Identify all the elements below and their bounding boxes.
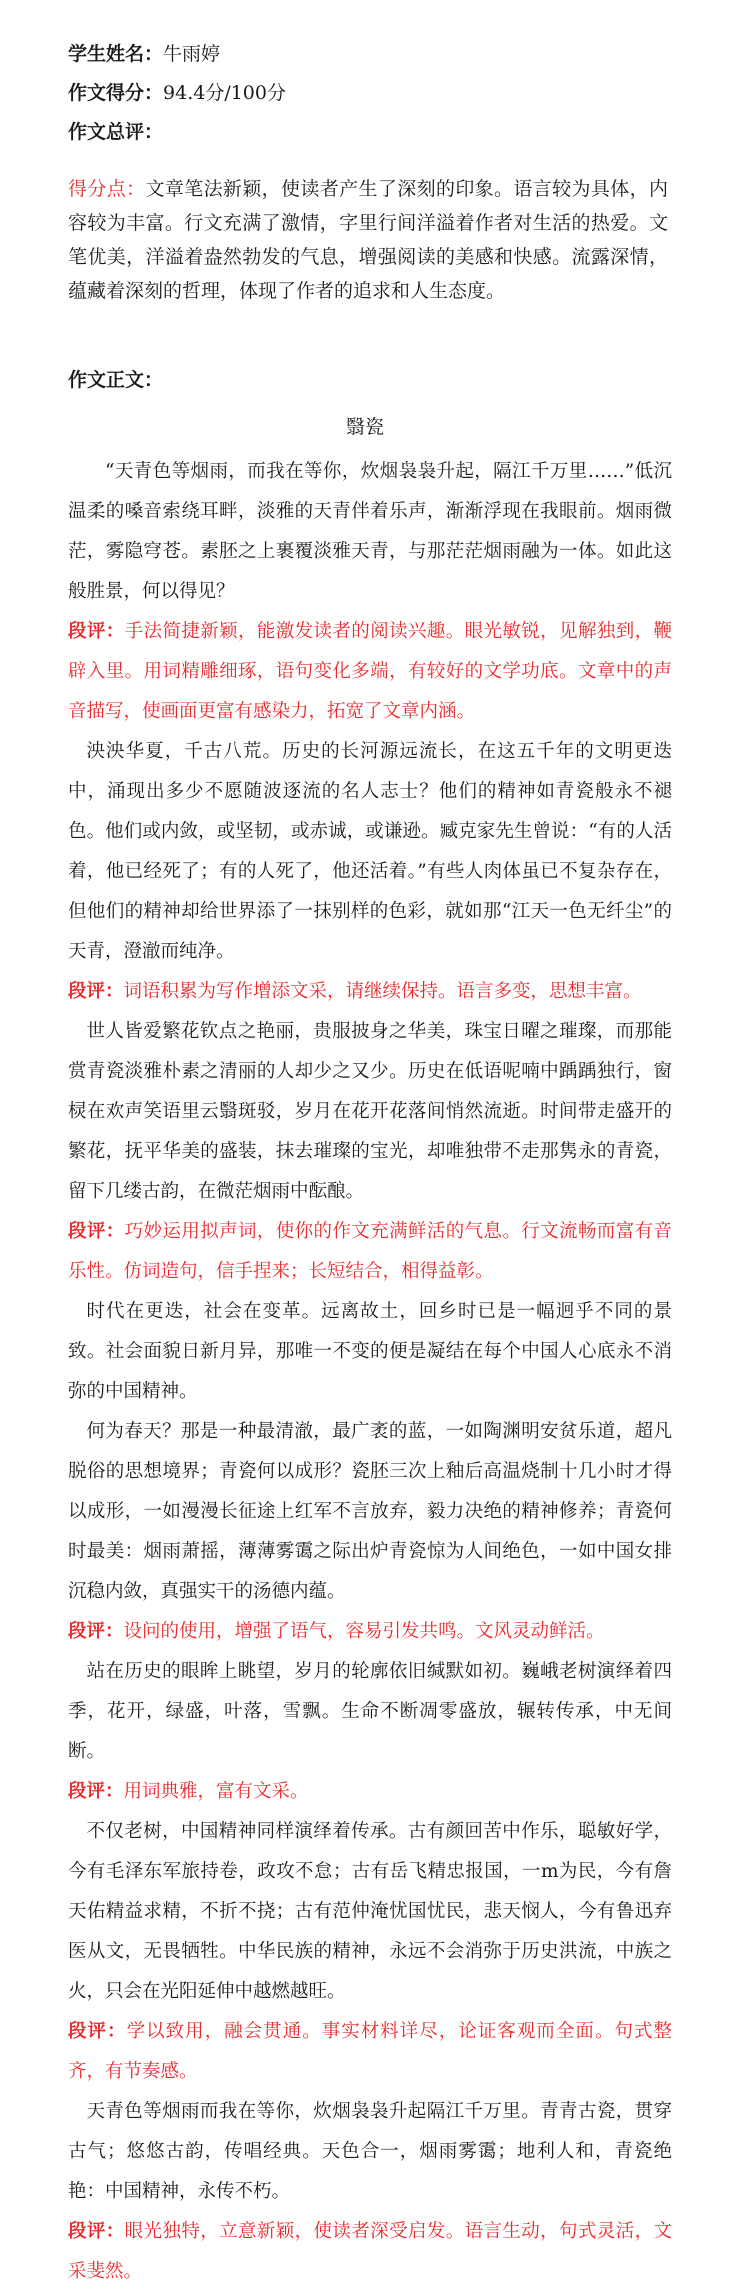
overall-review-text: [68, 172, 668, 308]
essay-paragraph-6: 站在历史的眼眸上眺望，岁月的轮廓依旧缄默如初。巍峨老树演绎着四季，花开，绿盛，叶落，雪飘。生命不断凋零盛放，辗转传承，中无间断。: [68, 1661, 672, 1762]
paragraph-comment-text: 学以致用，融会贯通。事实材料详尽，论证客观而全面。句式整齐，有节奏感。: [68, 2021, 672, 2082]
paragraph-comment-label: 段评：: [68, 1221, 125, 1242]
student-name-value: 牛雨婷: [163, 43, 221, 65]
paragraph-comment-5: [68, 1612, 672, 1652]
scoring-points-text: 文章笔法新颖，使读者产生了深刻的印象。语言较为具体，内容较为丰富。行文充满了激情，字里行间洋溢着作者对生活的热爱。文笔优美，洋溢着盎然勃发的气息，增强阅读的美感和快感。流露深情，蕴藏着深刻的哲理，体现了作者的追求和人生态度。: [68, 178, 668, 302]
paragraph-comment-1: [68, 612, 672, 732]
essay-paragraph-4: 时代在更迭，社会在变革。远离故土，回乡时已是一幅迥乎不同的景致。社会面貌日新月异，那唯一不变的便是凝结在每个中国人心底永不消弥的中国精神。: [68, 1301, 672, 1402]
student-name-label: 学生姓名：: [68, 43, 164, 65]
paragraph-comment-7: [68, 2012, 672, 2092]
essay-body: [68, 452, 672, 2292]
essay-paragraph-1: “天青色等烟雨，而我在等你，炊烟袅袅升起，隔江千万里……”低沉温柔的嗓音索绕耳畔，淡雅的天青伴着乐声，渐渐浮现在我眼前。烟雨微茫，雾隐穹苍。素胚之上裹覆淡雅天青，与那茫茫烟雨融为一体。如此这般胜景，何以得见？: [68, 461, 672, 602]
essay-body-label: 作文正文：: [68, 369, 164, 391]
paragraph-comment-3: [68, 1212, 672, 1292]
student-name-row: [68, 40, 220, 68]
score-row: [68, 79, 286, 107]
paragraph-comment-label: 段评：: [68, 1621, 124, 1642]
essay-paragraph-3: 世人皆爱繁花钦点之艳丽，贵服披身之华美，珠宝日曜之璀璨，而那能赏青瓷淡雅朴素之清丽的人却少之又少。历史在低语呢喃中踽踽独行，窗棂在欢声笑语里云翳斑驳，岁月在花开花落间悄然流逝。时间带走盛开的繁花，抚平华美的盛装，抹去璀璨的宝光，却唯独带不走那隽永的青瓷，留下几缕古韵，在微茫烟雨中酝酿。: [68, 1021, 672, 1202]
paragraph-comment-text: 巧妙运用拟声词，使你的作文充满鲜活的气息。行文流畅而富有音乐性。仿词造句，信手捏来；长短结合，相得益彰。: [68, 1221, 672, 1282]
overall-review-row: [68, 118, 163, 146]
paragraph-comment-text: 设问的使用，增强了语气，容易引发共鸣。文风灵动鲜活。: [123, 1621, 605, 1642]
paragraph-comment-8: [68, 2212, 672, 2292]
paragraph-comment-text: 手法简捷新颖，能激发读者的阅读兴趣。眼光敏锐，见解独到，鞭辟入里。用词精雕细琢，语句变化多端，有较好的文学功底。文章中的声音描写，使画面更富有感染力，拓宽了文章内涵。: [68, 621, 672, 722]
scoring-points-label: 得分点：: [68, 178, 146, 200]
essay-paragraph-5: 何为春天？那是一种最清澈，最广袤的蓝，一如陶渊明安贫乐道，超凡脱俗的思想境界；青瓷何以成形？瓷胚三次上釉后高温烧制十几小时才得以成形，一如漫漫长征途上红军不言放弃，毅力决绝的精神修养；青瓷何时最美：烟雨萧摇，薄薄雾霭之际出炉青瓷惊为人间绝色，一如中国女排沉稳内敛，真强实干的汤德内蕴。: [68, 1421, 672, 1602]
paragraph-comment-text: 词语积累为写作增添文采，请继续保持。语言多变，思想丰富。: [123, 981, 642, 1002]
score-value: 94.4分/100分: [163, 82, 286, 104]
essay-paragraph-2: 泱泱华夏，千古八荒。历史的长河源远流长，在这五千年的文明更迭中，涌现出多少不愿随波逐流的名人志士？他们的精神如青瓷般永不褪色。他们或内敛，或坚韧，或赤诚，或谦逊。臧克家先生曾说：“有的人活着，他已经死了；有的人死了，他还活着。”有些人肉体虽已不复杂存在，但他们的精神却给世界添了一抹别样的色彩，就如那“江天一色无纤尘”的天青，澄澈而纯净。: [68, 741, 672, 962]
overall-review-label: 作文总评：: [68, 121, 164, 143]
paragraph-comment-2: [68, 972, 672, 1012]
paragraph-comment-text: 眼光独特，立意新颖，使读者深受启发。语言生动，句式灵活，文采斐然。: [68, 2221, 672, 2282]
paragraph-comment-label: 段评：: [68, 1781, 124, 1802]
paragraph-comment-6: [68, 1772, 672, 1812]
essay-paragraph-7: 不仅老树，中国精神同样演绎着传承。古有颜回苦中作乐，聪敏好学，今有毛泽东军旅持卷，政攻不怠；古有岳飞精忠报国，一m为民，今有詹天佑精益求精，不折不挠；古有范仲淹忧国忧民，悲天悯人，今有鲁迅弃医从文，无畏牺牲。中华民族的精神，永远不会消弥于历史洪流，中族之火，只会在光阳延伸中越燃越旺。: [68, 1821, 672, 2002]
essay-paragraph-8: 天青色等烟雨而我在等你，炊烟袅袅升起隔江千万里。青青古瓷，贯穿古气；悠悠古韵，传唱经典。天色合一，烟雨雾霭；地利人和，青瓷绝艳：中国精神，永传不朽。: [68, 2101, 672, 2202]
paragraph-comment-label: 段评：: [68, 621, 125, 642]
paragraph-comment-text: 用词典雅，富有文采。: [123, 1781, 309, 1802]
paragraph-comment-label: 段评：: [68, 2221, 125, 2242]
essay-title: 翳瓷: [345, 416, 384, 438]
score-label: 作文得分：: [68, 82, 164, 104]
paragraph-comment-label: 段评：: [68, 981, 124, 1002]
paragraph-comment-label: 段评：: [68, 2021, 127, 2042]
